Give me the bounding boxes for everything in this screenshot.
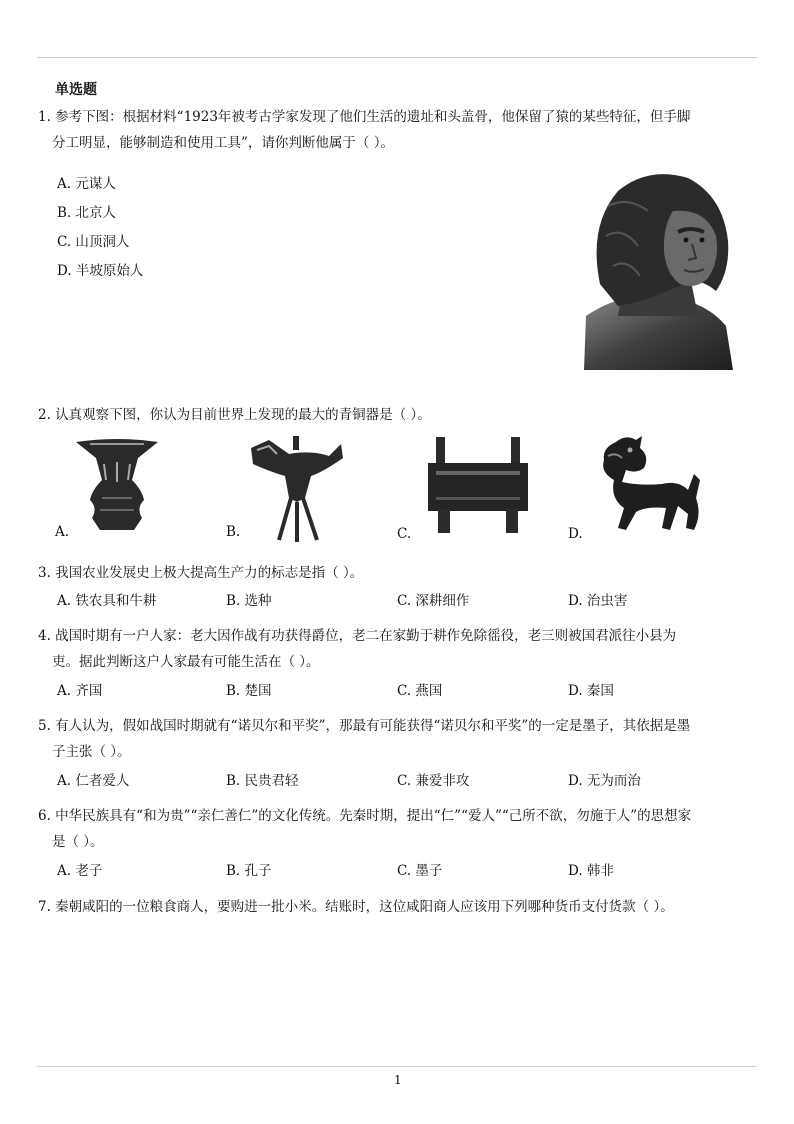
question-6-line-1: 6. 中华民族具有“和为贵”“亲仁善仁”的文化传统。先秦时期，提出“仁”“爱人”“己所不欲，勿施于人”的思想家 bbox=[38, 808, 692, 824]
page-number: 1 bbox=[394, 1073, 402, 1087]
bronze-beast-figure-image bbox=[596, 434, 706, 536]
question-4-option-c[interactable]: C. 燕国 bbox=[397, 683, 443, 699]
question-5-line-2: 子主张（ ）。 bbox=[52, 744, 131, 760]
question-4-option-a[interactable]: A. 齐国 bbox=[57, 683, 103, 699]
question-4-option-d[interactable]: D. 秦国 bbox=[568, 683, 614, 699]
question-6-option-d[interactable]: D. 韩非 bbox=[568, 863, 614, 879]
question-6-line-2: 是（ ）。 bbox=[52, 834, 104, 850]
question-5-line-1: 5. 有人认为，假如战国时期就有“诺贝尔和平奖”，那最有可能获得“诺贝尔和平奖”的一定是墨子，其依据是墨 bbox=[38, 718, 691, 734]
question-5-option-c[interactable]: C. 兼爱非攻 bbox=[397, 773, 470, 789]
question-1-option-b[interactable]: B. 北京人 bbox=[57, 205, 117, 221]
question-6-option-a[interactable]: A. 老子 bbox=[57, 863, 103, 879]
bronze-zun-vessel-image bbox=[76, 438, 158, 530]
question-3-option-b[interactable]: B. 选种 bbox=[226, 593, 272, 609]
question-1-option-a[interactable]: A. 元谋人 bbox=[57, 176, 116, 192]
bottom-rule bbox=[37, 1066, 757, 1067]
question-3-option-a[interactable]: A. 铁农具和牛耕 bbox=[57, 593, 157, 609]
question-5-option-a[interactable]: A. 仁者爱人 bbox=[57, 773, 130, 789]
question-2-option-a[interactable]: A. bbox=[55, 524, 70, 540]
question-6-option-c[interactable]: C. 墨子 bbox=[397, 863, 443, 879]
question-2-line-1: 2. 认真观察下图，你认为目前世界上发现的最大的青铜器是（ ）。 bbox=[38, 407, 431, 423]
question-2-option-d[interactable]: D. bbox=[568, 526, 583, 542]
question-5-option-d[interactable]: D. 无为而治 bbox=[568, 773, 641, 789]
question-3-option-c[interactable]: C. 深耕细作 bbox=[397, 593, 470, 609]
question-3-option-d[interactable]: D. 治虫害 bbox=[568, 593, 628, 609]
question-3-line-1: 3. 我国农业发展史上极大提高生产力的标志是指（ ）。 bbox=[38, 565, 364, 581]
question-4-line-1: 4. 战国时期有一户人家：老大因作战有功获得爵位，老二在家勤于耕作免除徭役，老三则被国君派往小县为 bbox=[38, 628, 677, 644]
question-7-line-1: 7. 秦朝咸阳的一位粮食商人，要购进一批小米。结账时，这位咸阳商人应该用下列哪种货币支付货款（ ）。 bbox=[38, 899, 674, 915]
section-title: 单选题 bbox=[55, 82, 97, 98]
question-4-line-2: 吏。据此判断这户人家最有可能生活在（ ）。 bbox=[52, 654, 320, 670]
question-1-line-1: 1. 参考下图：根据材料“1923年被考古学家发现了他们生活的遗址和头盖骨，他保留了猿的某些特征，但手脚 bbox=[38, 109, 691, 125]
question-4-option-b[interactable]: B. 楚国 bbox=[226, 683, 272, 699]
question-1-option-d[interactable]: D. 半坡原始人 bbox=[57, 263, 144, 279]
question-1-line-2: 分工明显，能够制造和使用工具”，请你判断他属于（ ）。 bbox=[52, 135, 394, 151]
question-2-option-c[interactable]: C. bbox=[397, 526, 412, 542]
bronze-jue-vessel-image bbox=[249, 436, 345, 542]
question-5-option-b[interactable]: B. 民贵君轻 bbox=[226, 773, 299, 789]
peking-man-bust-image bbox=[578, 166, 733, 370]
question-2-option-b[interactable]: B. bbox=[226, 524, 241, 540]
simuwu-ding-image bbox=[428, 437, 528, 533]
question-1-option-c[interactable]: C. 山顶洞人 bbox=[57, 234, 130, 250]
top-rule bbox=[37, 57, 757, 58]
question-6-option-b[interactable]: B. 孔子 bbox=[226, 863, 272, 879]
